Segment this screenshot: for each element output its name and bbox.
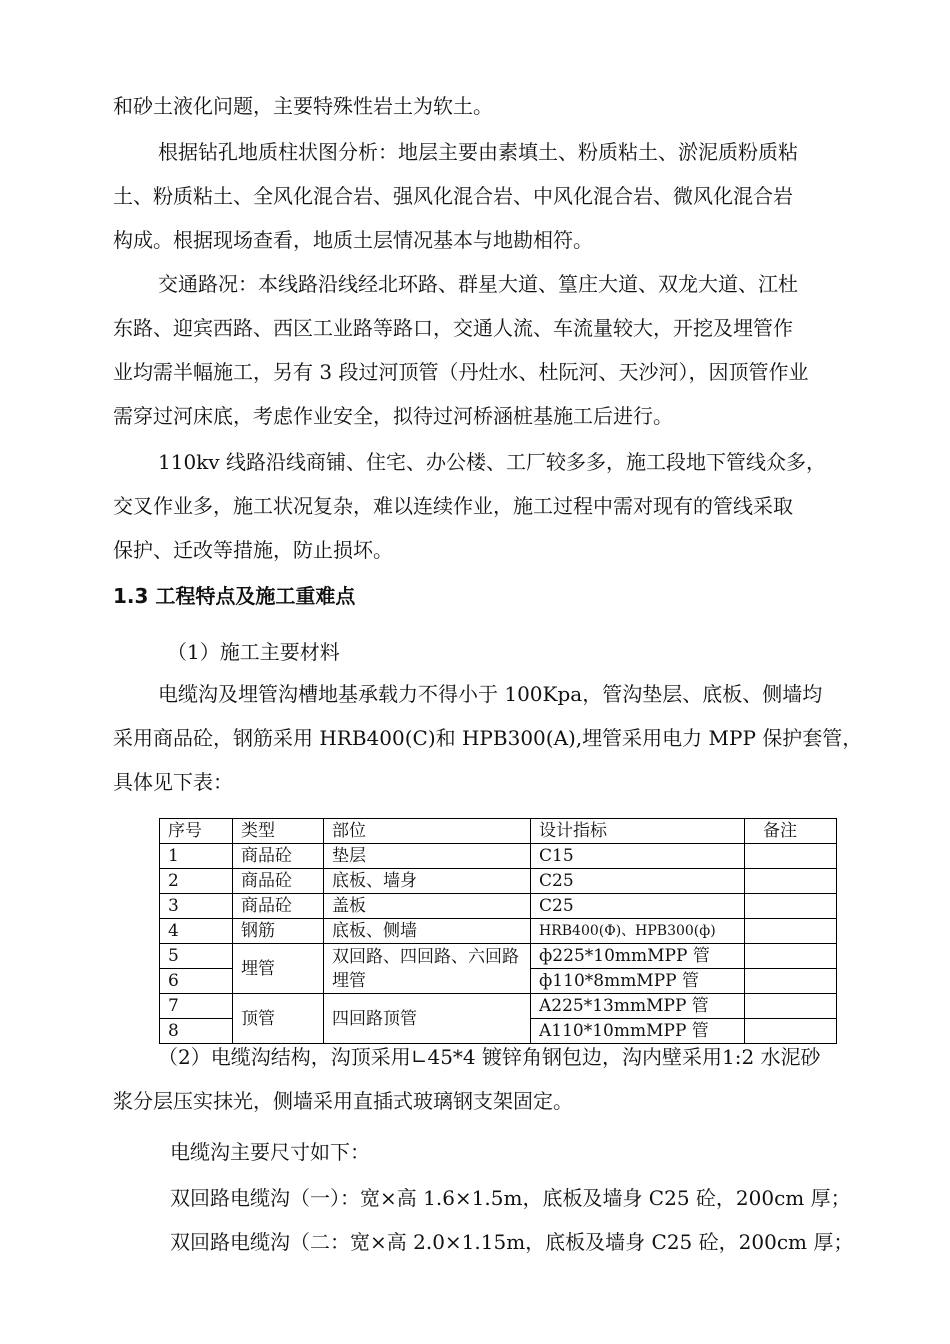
cell-no: 2 bbox=[160, 869, 233, 894]
cell-part: 底板、侧墙 bbox=[324, 919, 531, 944]
cell-no: 1 bbox=[160, 844, 233, 869]
cell-type: 钢筋 bbox=[233, 919, 324, 944]
cell-note bbox=[745, 844, 837, 869]
text-line: 110kv 线路沿线商铺、住宅、办公楼、工厂较多多，施工段地下管线众多， bbox=[158, 450, 826, 474]
text-line: 根据钻孔地质柱状图分析：地层主要由素填土、粉质粘土、淤泥质粉质粘 bbox=[158, 140, 798, 164]
cell-no: 5 bbox=[160, 944, 233, 969]
table-row bbox=[160, 869, 837, 894]
header-cell: 设计指标 bbox=[531, 819, 745, 844]
paragraph-trench-structure bbox=[113, 1035, 883, 1123]
table-row bbox=[160, 919, 837, 944]
cell-note bbox=[745, 869, 837, 894]
text-line: 东路、迎宾西路、西区工业路等路口，交通人流、车流量较大，开挖及埋管作 bbox=[113, 316, 793, 340]
paragraph-traffic bbox=[113, 262, 883, 438]
cell-no: 4 bbox=[160, 919, 233, 944]
cell-part: 双回路、四回路、六回路埋管 bbox=[324, 944, 531, 994]
dimensions-title: 电缆沟主要尺寸如下： bbox=[170, 1140, 370, 1164]
text-line: 土、粉质粘土、全风化混合岩、强风化混合岩、中风化混合岩、微风化混合岩 bbox=[113, 184, 793, 208]
cell-note bbox=[745, 994, 837, 1019]
cell-part: 四回路顶管 bbox=[324, 994, 531, 1044]
text-line: 电缆沟及埋管沟槽地基承载力不得小于 100Kpa，管沟垫层、底板、侧墙均 bbox=[158, 682, 823, 706]
cell-spec: A110*10mmMPP 管 bbox=[531, 1019, 745, 1044]
text-line: 和砂土液化问题，主要特殊性岩土为软土。 bbox=[113, 94, 493, 118]
paragraph-intro bbox=[113, 84, 883, 128]
text-line: 保护、迁改等措施，防止损坏。 bbox=[113, 538, 393, 562]
paragraph-geology bbox=[113, 130, 883, 262]
cell-spec: HRB400(Φ)、HPB300(ф) bbox=[531, 919, 745, 944]
cell-spec: A225*13mmMPP 管 bbox=[531, 994, 745, 1019]
cell-type: 顶管 bbox=[233, 994, 324, 1044]
cell-spec: C25 bbox=[531, 894, 745, 919]
cell-no: 3 bbox=[160, 894, 233, 919]
cell-type: 埋管 bbox=[233, 944, 324, 994]
paragraph-line-route bbox=[113, 440, 883, 572]
dimension-line: 双回路电缆沟（二：宽×高 2.0×1.15m，底板及墙身 C25 砼，200cm 厚； bbox=[170, 1230, 854, 1254]
text-line: （2）电缆沟结构，沟顶采用∟45*4 镀锌角钢包边，沟内壁采用1:2 水泥砂 bbox=[158, 1045, 821, 1069]
text-line: 需穿过河床底，考虑作业安全，拟待过河桥涵桩基施工后进行。 bbox=[113, 404, 673, 428]
cell-spec: ф110*8mmMPP 管 bbox=[531, 969, 745, 994]
table-row bbox=[160, 994, 837, 1019]
header-cell: 类型 bbox=[233, 819, 324, 844]
cell-type: 商品砼 bbox=[233, 844, 324, 869]
dimension-line: 双回路电缆沟（一）：宽×高 1.6×1.5m，底板及墙身 C25 砼，200cm 厚； bbox=[170, 1186, 851, 1210]
section-heading: 1.3 工程特点及施工重难点 bbox=[113, 584, 356, 608]
text-line: 浆分层压实抹光，侧墙采用直插式玻璃钢支架固定。 bbox=[113, 1089, 573, 1113]
text-line: 业均需半幅施工，另有 3 段过河顶管（丹灶水、杜阮河、天沙河），因顶管作业 bbox=[113, 360, 809, 384]
header-cell: 部位 bbox=[324, 819, 531, 844]
text-line: 构成。根据现场查看，地质土层情况基本与地勘相符。 bbox=[113, 228, 593, 252]
cell-type: 商品砼 bbox=[233, 869, 324, 894]
cell-note bbox=[745, 919, 837, 944]
cell-spec: C15 bbox=[531, 844, 745, 869]
cell-no: 6 bbox=[160, 969, 233, 994]
cell-spec: ф225*10mmMPP 管 bbox=[531, 944, 745, 969]
cell-part: 盖板 bbox=[324, 894, 531, 919]
cell-part: 垫层 bbox=[324, 844, 531, 869]
cell-spec: C25 bbox=[531, 869, 745, 894]
cell-note bbox=[745, 894, 837, 919]
cell-type: 商品砼 bbox=[233, 894, 324, 919]
header-cell: 序号 bbox=[160, 819, 233, 844]
text-line: 采用商品砼，钢筋采用 HRB400(C)和 HPB300(A),埋管采用电力 MPP 保护套管， bbox=[113, 726, 863, 750]
header-cell: 备注 bbox=[745, 819, 837, 844]
cell-no: 7 bbox=[160, 994, 233, 1019]
table-row bbox=[160, 844, 837, 869]
materials-table bbox=[159, 818, 837, 1044]
text-line: 交叉作业多，施工状况复杂，难以连续作业，施工过程中需对现有的管线采取 bbox=[113, 494, 793, 518]
table-row bbox=[160, 894, 837, 919]
cell-part: 底板、墙身 bbox=[324, 869, 531, 894]
subheading-materials: （1）施工主要材料 bbox=[167, 640, 340, 664]
paragraph-materials bbox=[113, 672, 883, 804]
cell-no: 8 bbox=[160, 1019, 233, 1044]
text-line: 具体见下表： bbox=[113, 770, 233, 794]
table-header-row bbox=[160, 819, 837, 844]
text-line: 交通路况：本线路沿线经北环路、群星大道、篁庄大道、双龙大道、江杜 bbox=[158, 272, 798, 296]
table-row bbox=[160, 944, 837, 969]
cell-note bbox=[745, 969, 837, 994]
cell-note bbox=[745, 944, 837, 969]
